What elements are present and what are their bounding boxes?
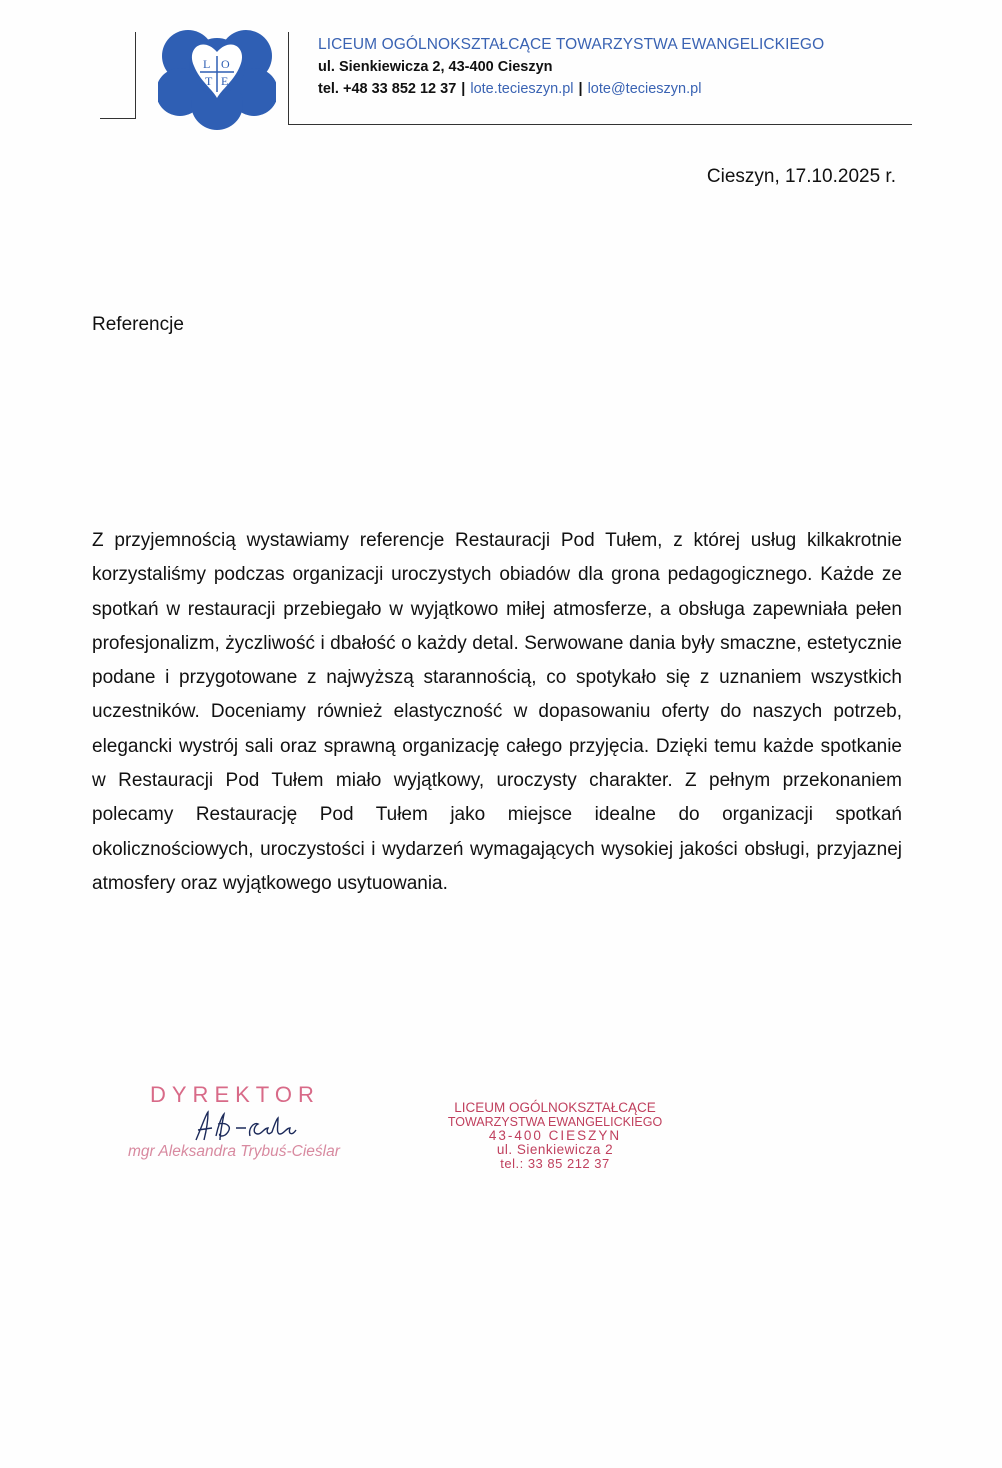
school-website-link[interactable]: lote.tecieszyn.pl — [470, 81, 574, 97]
header-divider-left — [135, 32, 136, 119]
handwritten-signature — [188, 1106, 308, 1146]
stamp-line: LICEUM OGÓLNOKSZTAŁCĄCE — [454, 1100, 656, 1115]
school-contact — [318, 81, 824, 97]
letter-body — [92, 524, 902, 901]
school-name: LICEUM OGÓLNOKSZTAŁCĄCE TOWARZYSTWA EWANGELICKIEGO — [318, 36, 825, 53]
header-divider-right — [288, 32, 289, 124]
letter-date: Cieszyn, 17.10.2025 r. — [706, 166, 896, 187]
header-rule-right — [288, 124, 912, 125]
separator: | — [578, 81, 583, 97]
stamp-line: 43-400 CIESZYN — [488, 1128, 622, 1143]
stamp-line: TOWARZYSTWA EWANGELICKIEGO — [447, 1115, 663, 1129]
header-rule-left — [100, 118, 136, 119]
separator: | — [461, 81, 466, 97]
body-paragraph: Z przyjemnością wystawiamy referencje Restauracji Pod Tułem, z której usług kilkakrotnie korzystaliśmy podczas organizacji uroczystych obiadów dla grona pedagogicznego. Każde ze spotkań w restauracji przebiegało w wyjątkowo miłej atmosferze, a obsługa zapewniała pełen profesjonalizm, życzliwość i dbałość o każdy detal. Serwowane dania były smaczne, estetycznie podane i przygotowane z najwyższą starannością, co spotykało się z uznaniem wszystkich uczestników. Doceniamy również elastyczność w dopasowaniu oferty do naszych potrzeb, elegancki wystrój sali oraz sprawną organizację całego przyjęcia. Dzięki temu każde spotkanie w Restauracji Pod Tułem miało wyjątkowy, uroczysty charakter. Z pełnym przekonaniem polecamy Restaurację Pod Tułem jako miejsce idealne do organizacji spotkań okolicznościowych, uroczystości i wydarzeń wymagających wysokiej jakości obsługi, przyjaznej atmosfery oraz wyjątkowego usytuowania. — [92, 530, 902, 894]
svg-text:O: O — [221, 57, 230, 71]
director-stamp: DYREKTOR — [150, 1082, 320, 1107]
school-phone: tel. +48 33 852 12 37 — [318, 81, 457, 97]
school-email-link[interactable]: lote@tecieszyn.pl — [587, 81, 702, 97]
stamp-line: ul. Sienkiewicza 2 — [496, 1142, 614, 1157]
letterhead — [318, 36, 824, 97]
school-logo-icon — [158, 26, 276, 130]
school-stamp — [430, 1101, 680, 1171]
director-name-stamp: mgr Aleksandra Trybuś-Cieślar — [128, 1143, 340, 1160]
school-address: ul. Sienkiewicza 2, 43-400 Cieszyn — [318, 59, 553, 75]
letter-subject: Referencje — [92, 314, 184, 335]
stamp-line: tel.: 33 85 212 37 — [500, 1156, 610, 1171]
svg-text:E: E — [221, 74, 229, 88]
svg-text:L: L — [203, 57, 211, 71]
svg-text:T: T — [205, 74, 213, 88]
